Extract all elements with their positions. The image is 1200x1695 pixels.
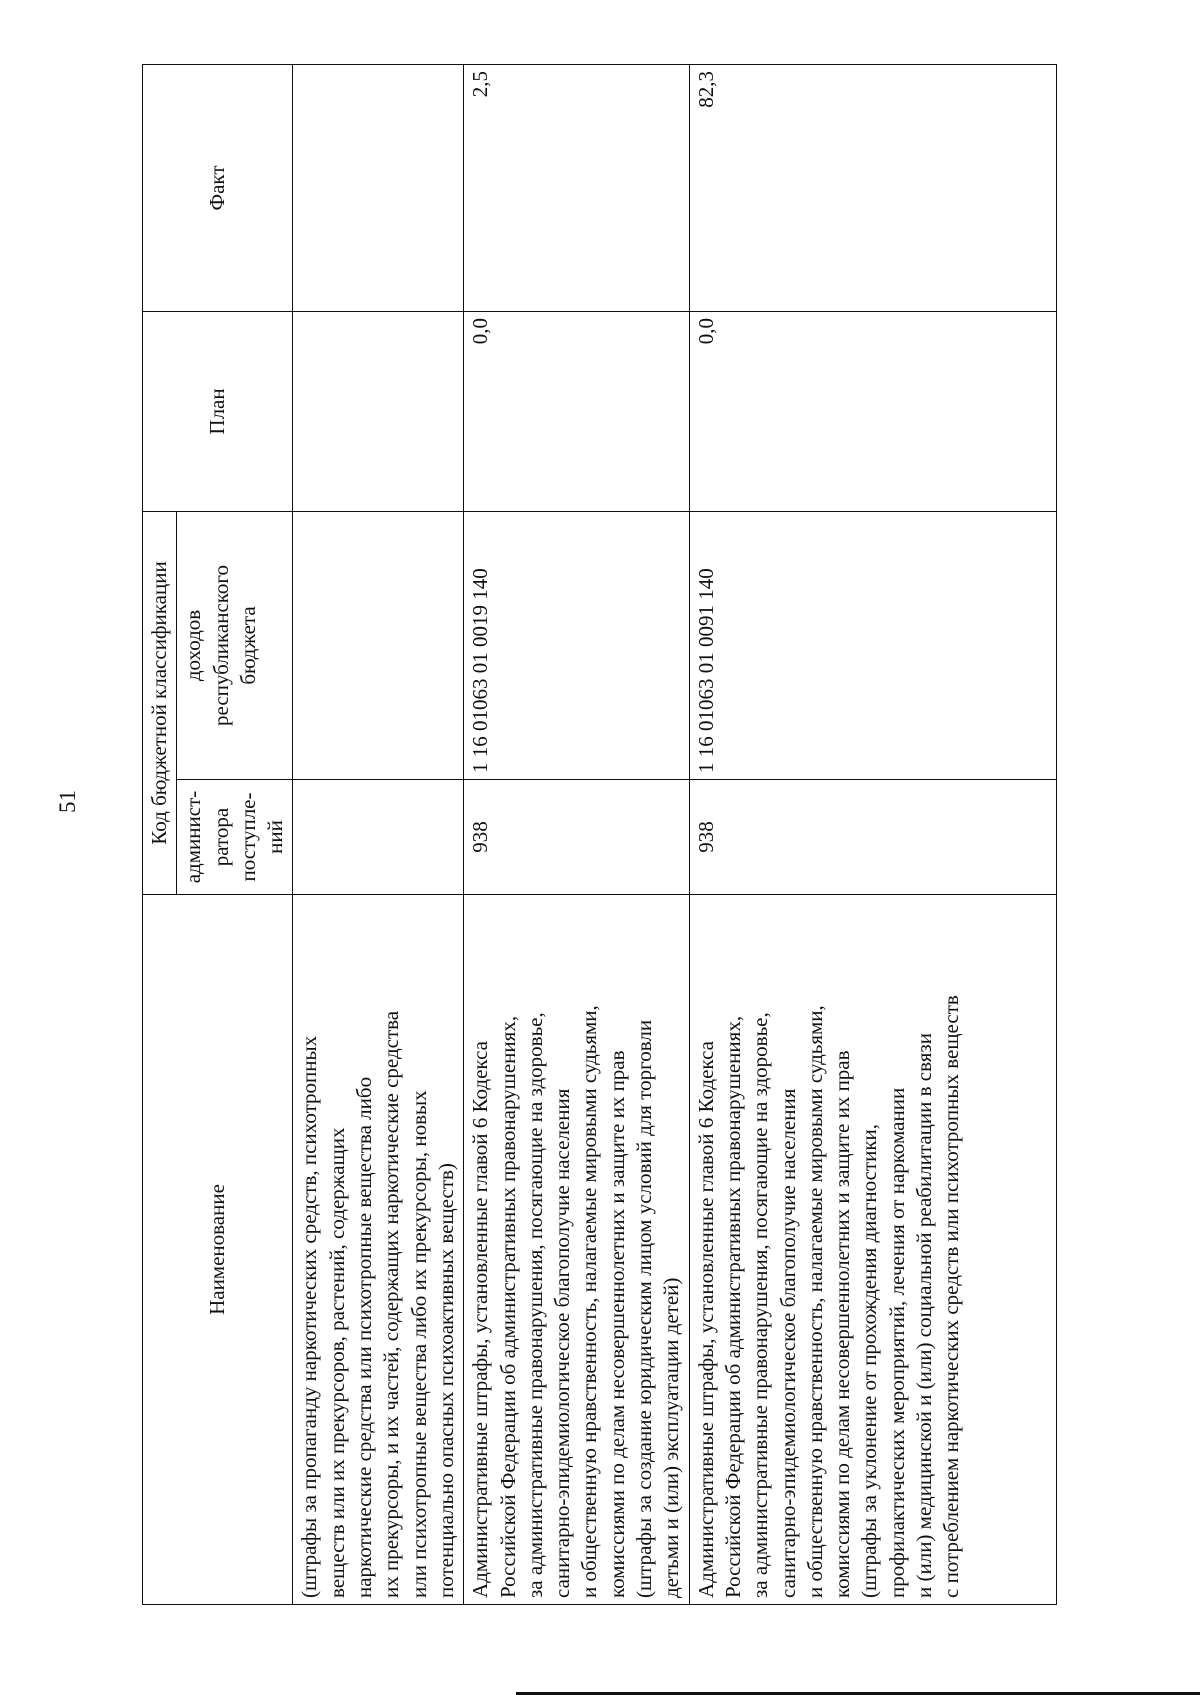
- row-code: [293, 511, 464, 779]
- header-income: доходов республиканского бюджета: [177, 511, 293, 779]
- header-plan: План: [143, 311, 293, 511]
- row-code: 1 16 01063 01 0019 140: [464, 511, 689, 779]
- row-fact: 2,5: [464, 64, 689, 311]
- table-row: [293, 64, 464, 1604]
- row-admin: 938: [689, 780, 1056, 895]
- budget-table: [142, 64, 1057, 1605]
- row-admin: 938: [464, 780, 689, 895]
- page-number: 51: [55, 790, 80, 813]
- row-name: (штрафы за пропаганду наркотических средств, психотропных веществ или их прекурсоров, растений, содержащих наркотические средства или психотропные вещества либо их прекурсоры, и их частей, содержащих наркотические средства или психотропные вещества либо их прекурсоры, новых потенциально опасных психоактивных веществ): [293, 895, 464, 1605]
- row-plan: 0,0: [464, 311, 689, 511]
- row-code: 1 16 01063 01 0091 140: [689, 511, 1056, 779]
- row-name: Административные штрафы, установленные главой 6 Кодекса Российской Федерации об административных правонарушениях, за административные правонарушения, посягающие на здоровье, санитарно-эпидемиологическое благополучие населения и общественную нравственность, налагаемые мировыми судьями, комиссиями по делам несовершеннолетних и защите их прав (штрафы за уклонение от прохождения диагностики, профилактических мероприятий, лечения от наркомании и (или) медицинской и (или) социальной реабилитации в связи с потреблением наркотических средств или психотропных веществ: [689, 895, 1056, 1605]
- row-fact: 82,3: [689, 64, 1056, 311]
- row-plan: [293, 311, 464, 511]
- row-name: Административные штрафы, установленные главой 6 Кодекса Российской Федерации об административных правонарушениях, за административные правонарушения, посягающие на здоровье, санитарно-эпидемиологическое благополучие населения и общественную нравственность, налагаемые мировыми судьями, комиссиями по делам несовершеннолетних и защите их прав (штрафы за создание юридическим лицом условий для торговли детьми и (или) эксплуатации детей): [464, 895, 689, 1605]
- row-plan: 0,0: [689, 311, 1056, 511]
- table-row: [464, 64, 689, 1604]
- rotated-table-container: [142, 65, 1057, 1605]
- header-code-group: Код бюджетной классификации: [143, 511, 177, 894]
- row-fact: [293, 64, 464, 311]
- row-admin: [293, 780, 464, 895]
- header-admin: админист- ратора поступле- ний: [177, 780, 293, 895]
- header-name: Наименование: [143, 895, 293, 1605]
- header-fact: Факт: [143, 64, 293, 311]
- table-row: [689, 64, 1056, 1604]
